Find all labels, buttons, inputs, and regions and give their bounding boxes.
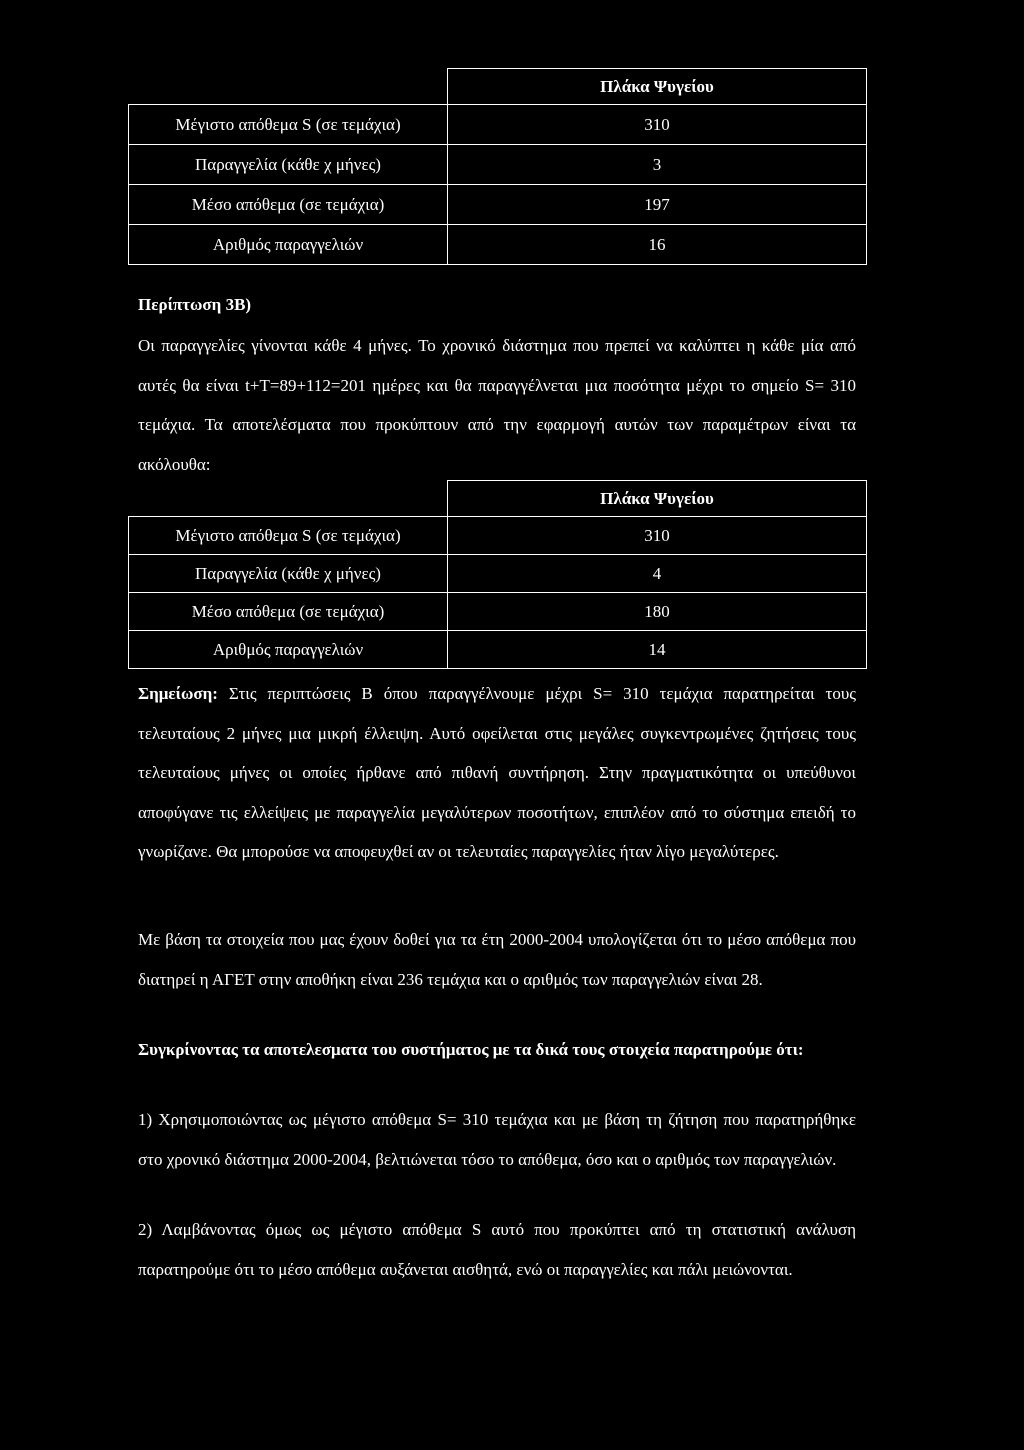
table-column-header: Πλάκα Ψυγείου (448, 69, 867, 105)
table-row (129, 105, 867, 145)
results-table-case-3b (128, 480, 867, 669)
table-row-value: 4 (448, 555, 867, 593)
section-title-case-3b: Περίπτωση 3Β) (138, 295, 252, 314)
table-row-value: 197 (448, 185, 867, 225)
table-row-label: Μέγιστο απόθεμα S (σε τεμάχια) (129, 517, 448, 555)
table-header-row (129, 481, 867, 517)
table-row (129, 631, 867, 669)
table-row-value: 180 (448, 593, 867, 631)
table-row-label: Μέσο απόθεμα (σε τεμάχια) (129, 185, 448, 225)
table-row-label: Παραγγελία (κάθε χ μήνες) (129, 145, 448, 185)
table-row-value: 3 (448, 145, 867, 185)
basis-paragraph: Με βάση τα στοιχεία που μας έχουν δοθεί για τα έτη 2000-2004 υπολογίζεται ότι το μέσο απόθεμα που διατηρεί η ΑΓΕΤ στην αποθήκη είναι 236 τεμάχια και ο αριθμός των παραγγελιών είναι 28. (138, 930, 856, 989)
case-3b-paragraph: Οι παραγγελίες γίνονται κάθε 4 μήνες. Το χρονικό διάστημα που πρεπεί να καλύπτει η κάθε μία από αυτές θα είναι t+T=89+112=201 ημέρες και θα παραγγέλνεται μια ποσότητα μέχρι το σημείο S= 310 τεμάχια. Τα αποτελέσματα που προκύπτουν από την εφαρμογή αυτών των παραμέτρων είναι τα ακόλουθα: (138, 336, 856, 474)
table-row-label: Αριθμός παραγγελιών (129, 225, 448, 265)
note-label: Σημείωση: (138, 684, 218, 703)
table-row-label: Μέγιστο απόθεμα S (σε τεμάχια) (129, 105, 448, 145)
table-row-value: 310 (448, 517, 867, 555)
results-table-case-3a (128, 68, 867, 265)
table-row-value: 14 (448, 631, 867, 669)
note-paragraph (138, 674, 856, 872)
table-header-empty-cell (129, 481, 448, 517)
table-row (129, 145, 867, 185)
table-row (129, 225, 867, 265)
table-row (129, 555, 867, 593)
note-text: Στις περιπτώσεις Β όπου παραγγέλνουμε μέχρι S= 310 τεμάχια παρατηρείται τους τελευταίους 2 μήνες μια μικρή έλλειψη. Αυτό οφείλεται στις μεγάλες συγκεντρωμένες ζητήσεις τους τελευταίους μήνες οι οποίες ήρθανε από πιθανή συντήρηση. Στην πραγματικότητα οι υπεύθυνοι αποφύγανε τις ελλείψεις με παραγγελία μεγαλύτερων ποσοτήτων, επιπλέον από το σύστημα επειδή το γνωρίζανε. Θα μπορούσε να αποφευχθεί αν οι τελευταίες παραγγελίες ήταν λίγο μεγαλύτερες. (138, 684, 856, 862)
table-row-value: 16 (448, 225, 867, 265)
table-row-value: 310 (448, 105, 867, 145)
table-row-label: Αριθμός παραγγελιών (129, 631, 448, 669)
table-column-header: Πλάκα Ψυγείου (448, 481, 867, 517)
table-header-row (129, 69, 867, 105)
table-row (129, 593, 867, 631)
table-row (129, 517, 867, 555)
comparison-point-2: 2) Λαμβάνοντας όμως ως μέγιστο απόθεμα S αυτό που προκύπτει από τη στατιστική ανάλυση παρατηρούμε ότι το μέσο απόθεμα αυξάνεται αισθητά, ενώ οι παραγγελίες και πάλι μειώνονται. (138, 1220, 856, 1279)
comparison-point-1: 1) Χρησιμοποιώντας ως μέγιστο απόθεμα S= 310 τεμάχια και με βάση τη ζήτηση που παρατηρήθηκε στο χρονικό διάστημα 2000-2004, βελτιώνεται τόσο το απόθεμα, όσο και ο αριθμός των παραγγελιών. (138, 1110, 856, 1169)
table-header-empty-cell (129, 69, 448, 105)
table-row-label: Παραγγελία (κάθε χ μήνες) (129, 555, 448, 593)
table-row-label: Μέσο απόθεμα (σε τεμάχια) (129, 593, 448, 631)
table-row (129, 185, 867, 225)
comparison-heading: Συγκρίνοντας τα αποτελεσματα του συστήματος με τα δικά τους στοιχεία παρατηρούμε ότι: (138, 1040, 804, 1059)
